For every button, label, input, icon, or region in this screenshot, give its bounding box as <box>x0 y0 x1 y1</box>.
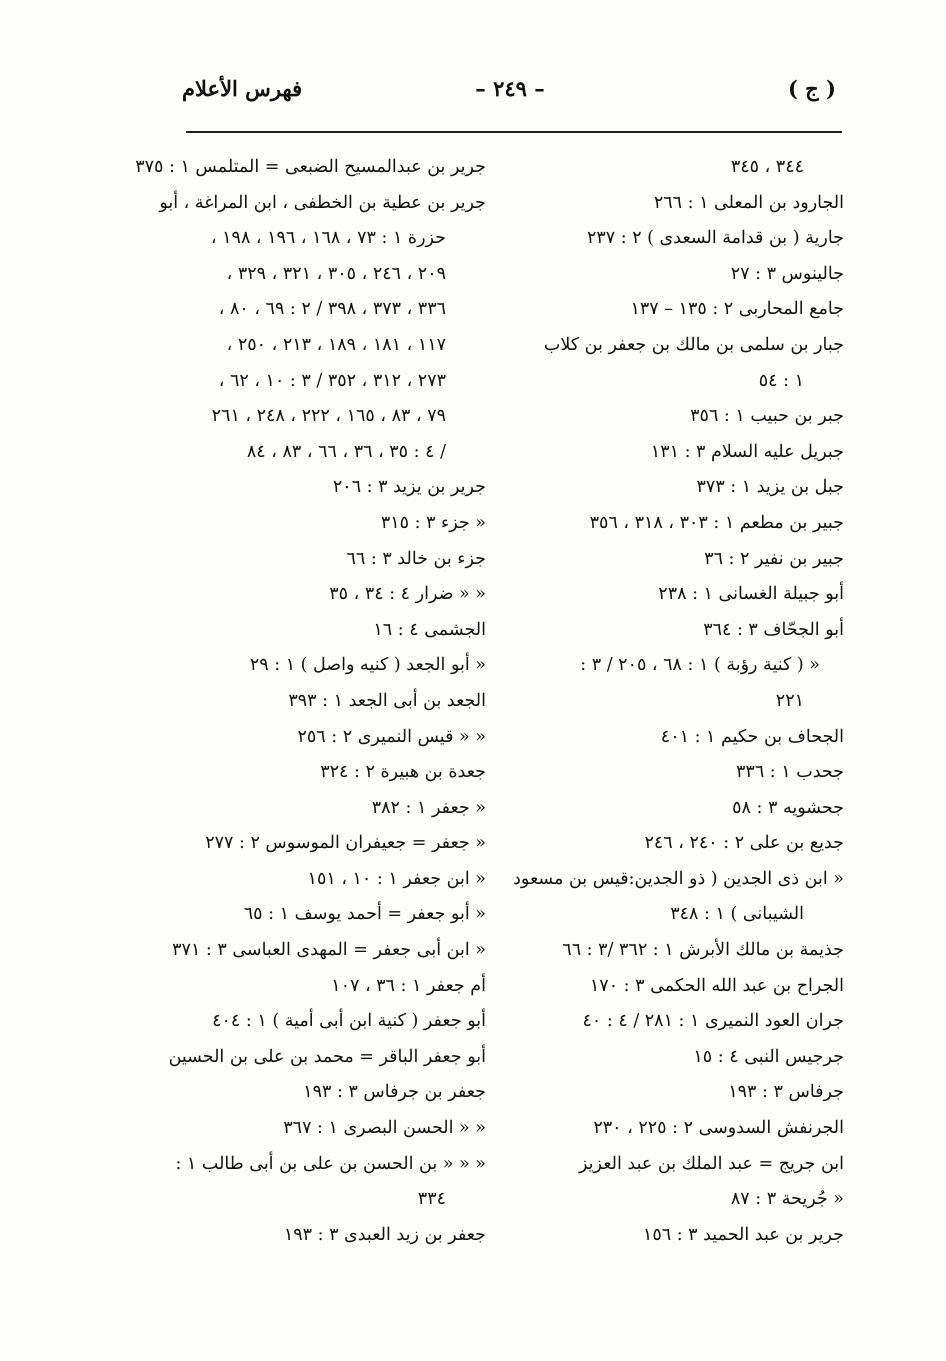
index-entry: جرير بن عبدالمسيح الضبعى = المتلمس ١ : ٣٧٥ <box>135 157 486 177</box>
index-entry: جبير بن مطعم ١ : ٣٠٣ ، ٣١٨ ، ٣٥٦ <box>589 512 844 533</box>
index-entry: جذيمة بن مالك الأبرش ١ : ٣٦٢ /٣ : ٦٦ <box>562 940 844 961</box>
index-entry: جبار بن سلمى بن مالك بن جعفر بن كلاب <box>543 334 844 355</box>
index-entry: « « قيس النميرى ٢ : ٢٥٦ <box>297 726 486 747</box>
index-entry: الجشمى ٤ : ١٦ <box>373 619 486 640</box>
index-entry: « جعفر = جعيفران الموسوس ٢ : ٢٧٧ <box>205 833 486 854</box>
index-entry: « « الحسن البصرى ١ : ٣٦٧ <box>283 1118 486 1139</box>
index-entry: الجحاف بن حكيم ١ : ٤٠١ <box>660 726 844 747</box>
index-entry: الجراح بن عبد الله الحكمى ٣ : ١٧٠ <box>589 975 844 996</box>
index-entry: جرجيس النبى ٤ : ١٥ <box>693 1046 844 1067</box>
index-entry: ٣٣٦ ، ٣٧٣ ، ٣٩٨ / ٢ : ٦٩ ، ٨٠ ، <box>218 299 446 320</box>
index-entry: الشيبانى ) ١ : ٣٤٨ <box>670 904 804 925</box>
index-entry: ١ : ٥٤ <box>758 370 804 391</box>
header-rule <box>186 131 842 133</box>
index-entry: جعفر بن زيد العبدى ٣ : ١٩٣ <box>283 1224 486 1245</box>
index-entry: أبو الجحّاف ٣ : ٣٦٤ <box>703 619 844 640</box>
index-entry: « ابن أبى جعفر = المهدى العباسى ٣ : ٣٧١ <box>172 940 486 961</box>
index-entry: ١١٧ ، ١٨١ ، ١٨٩ ، ٢١٣ ، ٢٥٠ ، <box>226 334 446 355</box>
section-mark: ( ج ) <box>787 76 836 101</box>
index-entry: ٢٢١ <box>775 690 804 711</box>
index-entry: « أبو جعفر = أحمد يوسف ١ : ٦٥ <box>243 904 486 925</box>
index-entry: ٢٠٩ ، ٢٤٦ ، ٣٠٥ ، ٣٢١ ، ٣٢٩ ، <box>226 263 446 284</box>
index-entry: جرفاس ٣ : ١٩٣ <box>728 1082 844 1103</box>
index-entry: جبل بن يزيد ١ : ٣٧٣ <box>696 477 844 498</box>
left-column <box>135 150 486 1253</box>
index-entry: « جُريحة ٣ : ٨٧ <box>730 1189 844 1210</box>
index-entry: أبو جعفر ( كنية ابن أبى أمية ) ١ : ٤٠٤ <box>212 1011 486 1032</box>
index-entry: « ابن ذى الجدين ( ذو الجدين:قيس بن مسعود <box>513 868 844 889</box>
page-number: – ٢٤٩ – <box>475 76 545 101</box>
index-entry: حزرة ١ : ٧٣ ، ١٦٨ ، ١٩٦ ، ١٩٨ ، <box>210 228 446 249</box>
index-entry: جحدب ١ : ٣٣٦ <box>736 762 844 783</box>
index-entry: جعفر بن جرفاس ٣ : ١٩٣ <box>303 1082 486 1103</box>
index-entry: جديع بن على ٢ : ٢٤٠ ، ٢٤٦ <box>644 833 844 854</box>
index-entry: الجعد بن أبى الجعد ١ : ٣٩٣ <box>288 690 486 711</box>
index-entry: « « « بن الحسن بن على بن أبى طالب ١ : <box>175 1153 486 1174</box>
index-entry: جبير بن نفير ٢ : ٣٦ <box>704 548 844 569</box>
index-entry: « جزء ٣ : ٣١٥ <box>380 512 486 533</box>
index-entry: جرير بن يزيد ٣ : ٢٠٦ <box>332 477 486 498</box>
index-entry: / ٤ : ٣٥ ، ٣٦ ، ٦٦ ، ٨٣ ، ٨٤ <box>246 441 446 462</box>
index-entry: جامع المحاربى ٢ : ١٣٥ – ١٣٧ <box>630 299 844 320</box>
index-entry: ٣٣٤ <box>417 1189 446 1210</box>
index-entry: جبر بن حبيب ١ : ٣٥٦ <box>690 406 844 427</box>
index-title: فهرس الأعلام <box>182 76 303 101</box>
index-entry: « « ضرار ٤ : ٣٤ ، ٣٥ <box>329 584 486 605</box>
index-entry: « ابن جعفر ١ : ١٠ ، ١٥١ <box>307 868 486 889</box>
index-entry: الجرنفش السدوسى ٢ : ٢٢٥ ، ٢٣٠ <box>593 1118 844 1139</box>
index-entry: ٢٧٣ ، ٣١٢ ، ٣٥٢ / ٣ : ١٠ ، ٦٢ ، <box>218 370 446 391</box>
page-header <box>178 70 842 110</box>
index-entry: جحشويه ٣ : ٥٨ <box>732 797 844 818</box>
index-entry: جزء بن خالد ٣ : ٦٦ <box>346 548 486 569</box>
index-entry: « أبو الجعد ( كنيه واصل ) ١ : ٢٩ <box>249 655 486 676</box>
index-entry: الجارود بن المعلى ١ : ٢٦٦ <box>653 192 844 213</box>
index-entry: جرير بن عبد الحميد ٣ : ١٥٦ <box>642 1224 844 1245</box>
index-entry: جارية ( بن قدامة السعدى ) ٢ : ٢٣٧ <box>586 228 844 249</box>
index-entry: جعدة بن هبيرة ٢ : ٣٢٤ <box>320 762 486 783</box>
index-entry: أبو جبيلة الغسانى ١ : ٢٣٨ <box>658 584 844 605</box>
index-entry: ابن جريج = عبد الملك بن عبد العزيز <box>579 1153 844 1174</box>
index-entry: جبريل عليه السلام ٣ : ١٣١ <box>650 441 844 462</box>
index-entry: ٣٤٤ ، ٣٤٥ <box>730 157 804 177</box>
index-entry: جران العود النميرى ١ : ٢٨١ / ٤ : ٤٠ <box>582 1011 844 1032</box>
index-entry: أم جعفر ١ : ٣٦ ، ١٠٧ <box>331 975 486 996</box>
index-entry: جرير بن عطية بن الخطفى ، ابن المراغة ، أبو <box>159 192 486 213</box>
index-entry: ٧٩ ، ٨٣ ، ١٦٥ ، ٢٢٢ ، ٢٤٨ ، ٢٦١ <box>211 406 446 427</box>
right-column <box>513 150 844 1253</box>
index-entry: « ( كنية رؤبة ) ١ : ٦٨ ، ٢٠٥ / ٣ : <box>580 655 820 676</box>
index-entry: جالينوس ٣ : ٢٧ <box>730 263 844 284</box>
index-entry: « جعفر ١ : ٣٨٢ <box>371 797 486 818</box>
index-entry: أبو جعفر الباقر = محمد بن على بن الحسين <box>168 1046 486 1067</box>
